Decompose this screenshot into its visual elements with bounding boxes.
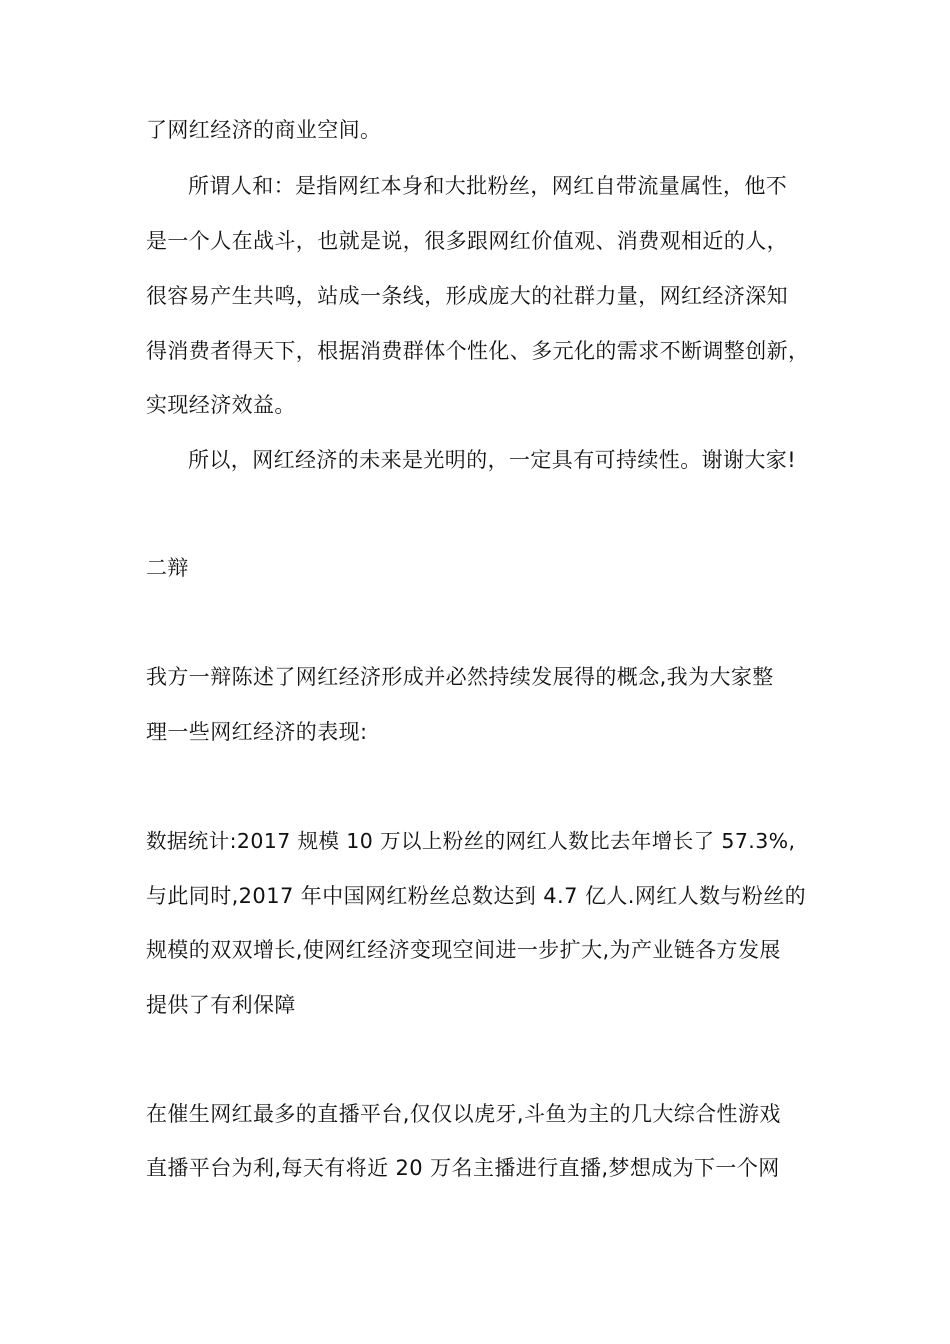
text-line: 是一个人在战斗，也就是说，很多跟网红价值观、消费观相近的人， (146, 229, 788, 253)
text-line: 所谓人和：是指网红本身和大批粉丝，网红自带流量属性，他不 (188, 174, 788, 198)
text-line: 实现经济效益。 (146, 393, 296, 417)
text-line: 规模的双双增长,使网红经济变现空间进一步扩大,为产业链各方发展 (146, 938, 781, 962)
text-line: 了网红经济的商业空间。 (146, 118, 382, 142)
text-line: 我方一辩陈述了网红经济形成并必然持续发展得的概念,我为大家整 (146, 665, 774, 689)
section-heading: 二辩 (146, 556, 189, 580)
text-line: 理一些网红经济的表现: (146, 720, 368, 744)
text-line: 与此同时,2017 年中国网红粉丝总数达到 4.7 亿人.网红人数与粉丝的 (146, 884, 807, 908)
text-line: 提供了有利保障 (146, 993, 296, 1017)
text-line: 所以，网红经济的未来是光明的，一定具有可持续性。谢谢大家! (188, 448, 797, 472)
text-line: 数据统计:2017 规模 10 万以上粉丝的网红人数比去年增长了 57.3%, (146, 829, 796, 853)
text-line: 得消费者得天下，根据消费群体个性化、多元化的需求不断调整创新， (146, 339, 810, 363)
text-line: 在催生网红最多的直播平台,仅仅以虎牙,斗鱼为主的几大综合性游戏 (146, 1102, 781, 1126)
text-line: 直播平台为利,每天有将近 20 万名主播进行直播,梦想成为下一个网 (146, 1156, 780, 1180)
text-line: 很容易产生共鸣，站成一条线，形成庞大的社群力量，网红经济深知 (146, 284, 788, 308)
